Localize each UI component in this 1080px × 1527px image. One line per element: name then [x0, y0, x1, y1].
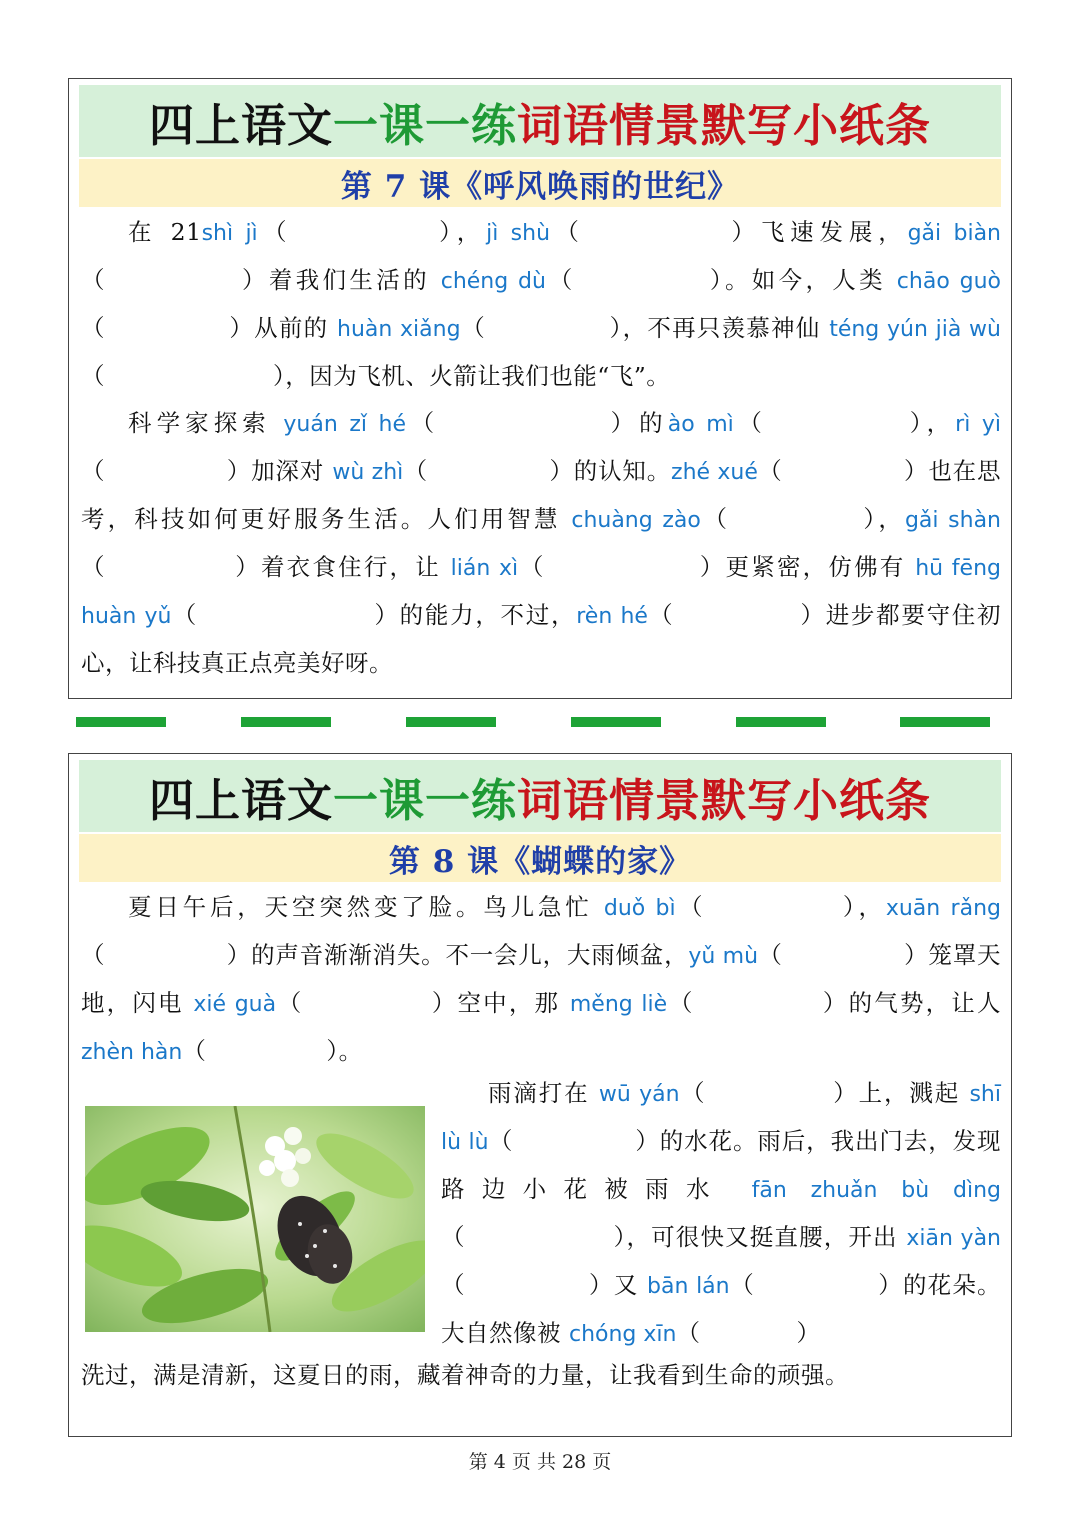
- pinyin-prompt: wù zhì: [332, 460, 404, 485]
- butterfly-photo-image: [85, 1106, 425, 1332]
- passage-lesson8-tail: 洗过，满是清新，这夏日的雨，藏着神奇的力量，让我看到生命的顽强。: [81, 1361, 849, 1389]
- passage-text: （ ）。: [182, 1037, 363, 1065]
- passage-text: （ ）更紧密，仿佛有: [518, 553, 916, 581]
- page-footer: 第 4 页 共 28 页: [468, 1451, 612, 1473]
- pinyin-prompt: jì shù: [486, 221, 551, 246]
- paragraph-1: [81, 884, 1001, 1076]
- passage-text: （ ），: [700, 505, 905, 533]
- pinyin-prompt: xiān yàn: [906, 1226, 1001, 1251]
- pinyin-prompt: duǒ bì: [603, 896, 676, 921]
- passage-text: （ ），因为飞机、火箭让我们也能“飞”。: [81, 362, 671, 390]
- passage-text: 在 21: [128, 218, 202, 246]
- divider-dash: [406, 717, 496, 727]
- divider-dash: [241, 717, 331, 727]
- divider-dash: [76, 717, 166, 727]
- passage-text: （ ），: [733, 409, 956, 437]
- pinyin-prompt: měng liè: [569, 992, 668, 1017]
- pinyin-prompt: lián xì: [450, 556, 519, 581]
- pinyin-prompt: shì jì: [201, 221, 258, 246]
- lesson-subtitle: 第 7 课《呼风唤雨的世纪》: [79, 159, 1001, 207]
- pinyin-prompt: hū fēng huàn yǔ: [81, 556, 1001, 629]
- pinyin-prompt: yuán zǐ hé: [283, 412, 407, 437]
- passage-text: （ ）的声音渐渐消失。不一会儿，大雨倾盆，: [81, 941, 689, 969]
- pinyin-prompt: chóng xīn: [568, 1322, 677, 1347]
- pinyin-prompt: zhèn hàn: [81, 1040, 183, 1065]
- paragraph-1: [81, 209, 1001, 400]
- passage-text: （ ）加深对: [81, 457, 333, 485]
- paragraph-2: [81, 400, 1001, 687]
- worksheet-card-lesson8: [68, 753, 1012, 1437]
- worksheet-card-lesson7: [68, 78, 1012, 699]
- pinyin-prompt: fān zhuǎn bù dìng: [751, 1178, 1001, 1203]
- pinyin-prompt: chéng dù: [440, 269, 546, 294]
- passage-text: （ ）飞速发展，: [550, 218, 908, 246]
- butterfly-photo: [85, 1106, 425, 1332]
- passage-text: （ ）着衣食住行，让: [81, 553, 451, 581]
- passage-text: （ ），: [675, 893, 886, 921]
- title-part-green: 一课一练: [332, 773, 517, 827]
- passage-text: （ ），: [257, 218, 487, 246]
- passage-text: （ ）空中，那: [276, 989, 570, 1017]
- lesson-subtitle: 第 8 课《蝴蝶的家》: [79, 834, 1001, 882]
- passage-text: （ ）的: [406, 409, 668, 437]
- passage-text: （ ）的认知。: [403, 457, 672, 485]
- passage-lesson8: [81, 884, 1001, 1076]
- worksheet-title: [79, 760, 1001, 832]
- title-part-red: 词语情景默写小纸条: [517, 98, 932, 152]
- passage-text: （ ），可很快又挺直腰，开出: [441, 1223, 907, 1251]
- passage-text: （ ）上，溅起: [679, 1079, 970, 1107]
- passage-text: （ ）的水花。雨后，我出门去，发现路边小花被雨水: [441, 1127, 1002, 1203]
- pinyin-prompt: téng yún jià wù: [829, 317, 1001, 342]
- title-part-red: 词语情景默写小纸条: [517, 773, 932, 827]
- passage-lesson7: [81, 209, 1001, 687]
- pinyin-prompt: rèn hé: [576, 604, 648, 629]
- divider-dash: [571, 717, 661, 727]
- paragraph-2: [441, 1070, 1001, 1358]
- passage-text: （ ）的气势，让人: [667, 989, 1001, 1017]
- pinyin-prompt: shī lù lù: [441, 1082, 1001, 1155]
- pinyin-prompt: rì yì: [955, 412, 1002, 437]
- passage-text: （ ）的能力，不过，: [171, 601, 577, 629]
- passage-text: （ ）。如今，人类: [545, 266, 897, 294]
- passage-text: （ ），不再只羡慕神仙: [460, 314, 830, 342]
- pinyin-prompt: ào mì: [667, 412, 734, 437]
- title-part-black: 四上语文: [148, 98, 333, 152]
- passage-text: （ ）又: [441, 1271, 648, 1299]
- pinyin-prompt: zhé xué: [671, 460, 758, 485]
- pinyin-prompt: xié guà: [193, 992, 277, 1017]
- divider-dash: [736, 717, 826, 727]
- title-part-black: 四上语文: [148, 773, 333, 827]
- passage-text: （ ）也在思考，科技如何更好服务生活。人们用智慧: [81, 457, 1001, 533]
- passage-text: （ ）进步都要守住初心，让科技真正点亮美好呀。: [81, 601, 1002, 677]
- title-part-green: 一课一练: [332, 98, 517, 152]
- passage-text: 雨滴打在: [488, 1079, 599, 1107]
- pinyin-prompt: chāo guò: [896, 269, 1001, 294]
- pinyin-prompt: yǔ mù: [688, 944, 759, 969]
- worksheet-title: [79, 85, 1001, 157]
- pinyin-prompt: huàn xiǎng: [337, 317, 461, 342]
- divider-dash: [900, 717, 990, 727]
- passage-lesson8-right: [441, 1070, 1001, 1358]
- passage-text: 科学家探索: [128, 409, 284, 437]
- pinyin-prompt: bān lán: [647, 1274, 730, 1299]
- passage-text: （ ）: [676, 1319, 821, 1347]
- passage-text: （ ）从前的: [81, 314, 337, 342]
- passage-text: （ ）笼罩天地，闪电: [81, 941, 1002, 1017]
- passage-text: （ ）的花朵。大自然像被: [441, 1271, 1001, 1347]
- pinyin-prompt: wū yán: [598, 1082, 680, 1107]
- pinyin-prompt: xuān rǎng: [885, 896, 1001, 921]
- passage-text: （ ）着我们生活的: [81, 266, 441, 294]
- pinyin-prompt: chuàng zào: [571, 508, 701, 533]
- pinyin-prompt: gǎi shàn: [904, 508, 1002, 533]
- passage-text: 夏日午后，天空突然变了脸。鸟儿急忙: [128, 893, 604, 921]
- pinyin-prompt: gǎi biàn: [907, 221, 1001, 246]
